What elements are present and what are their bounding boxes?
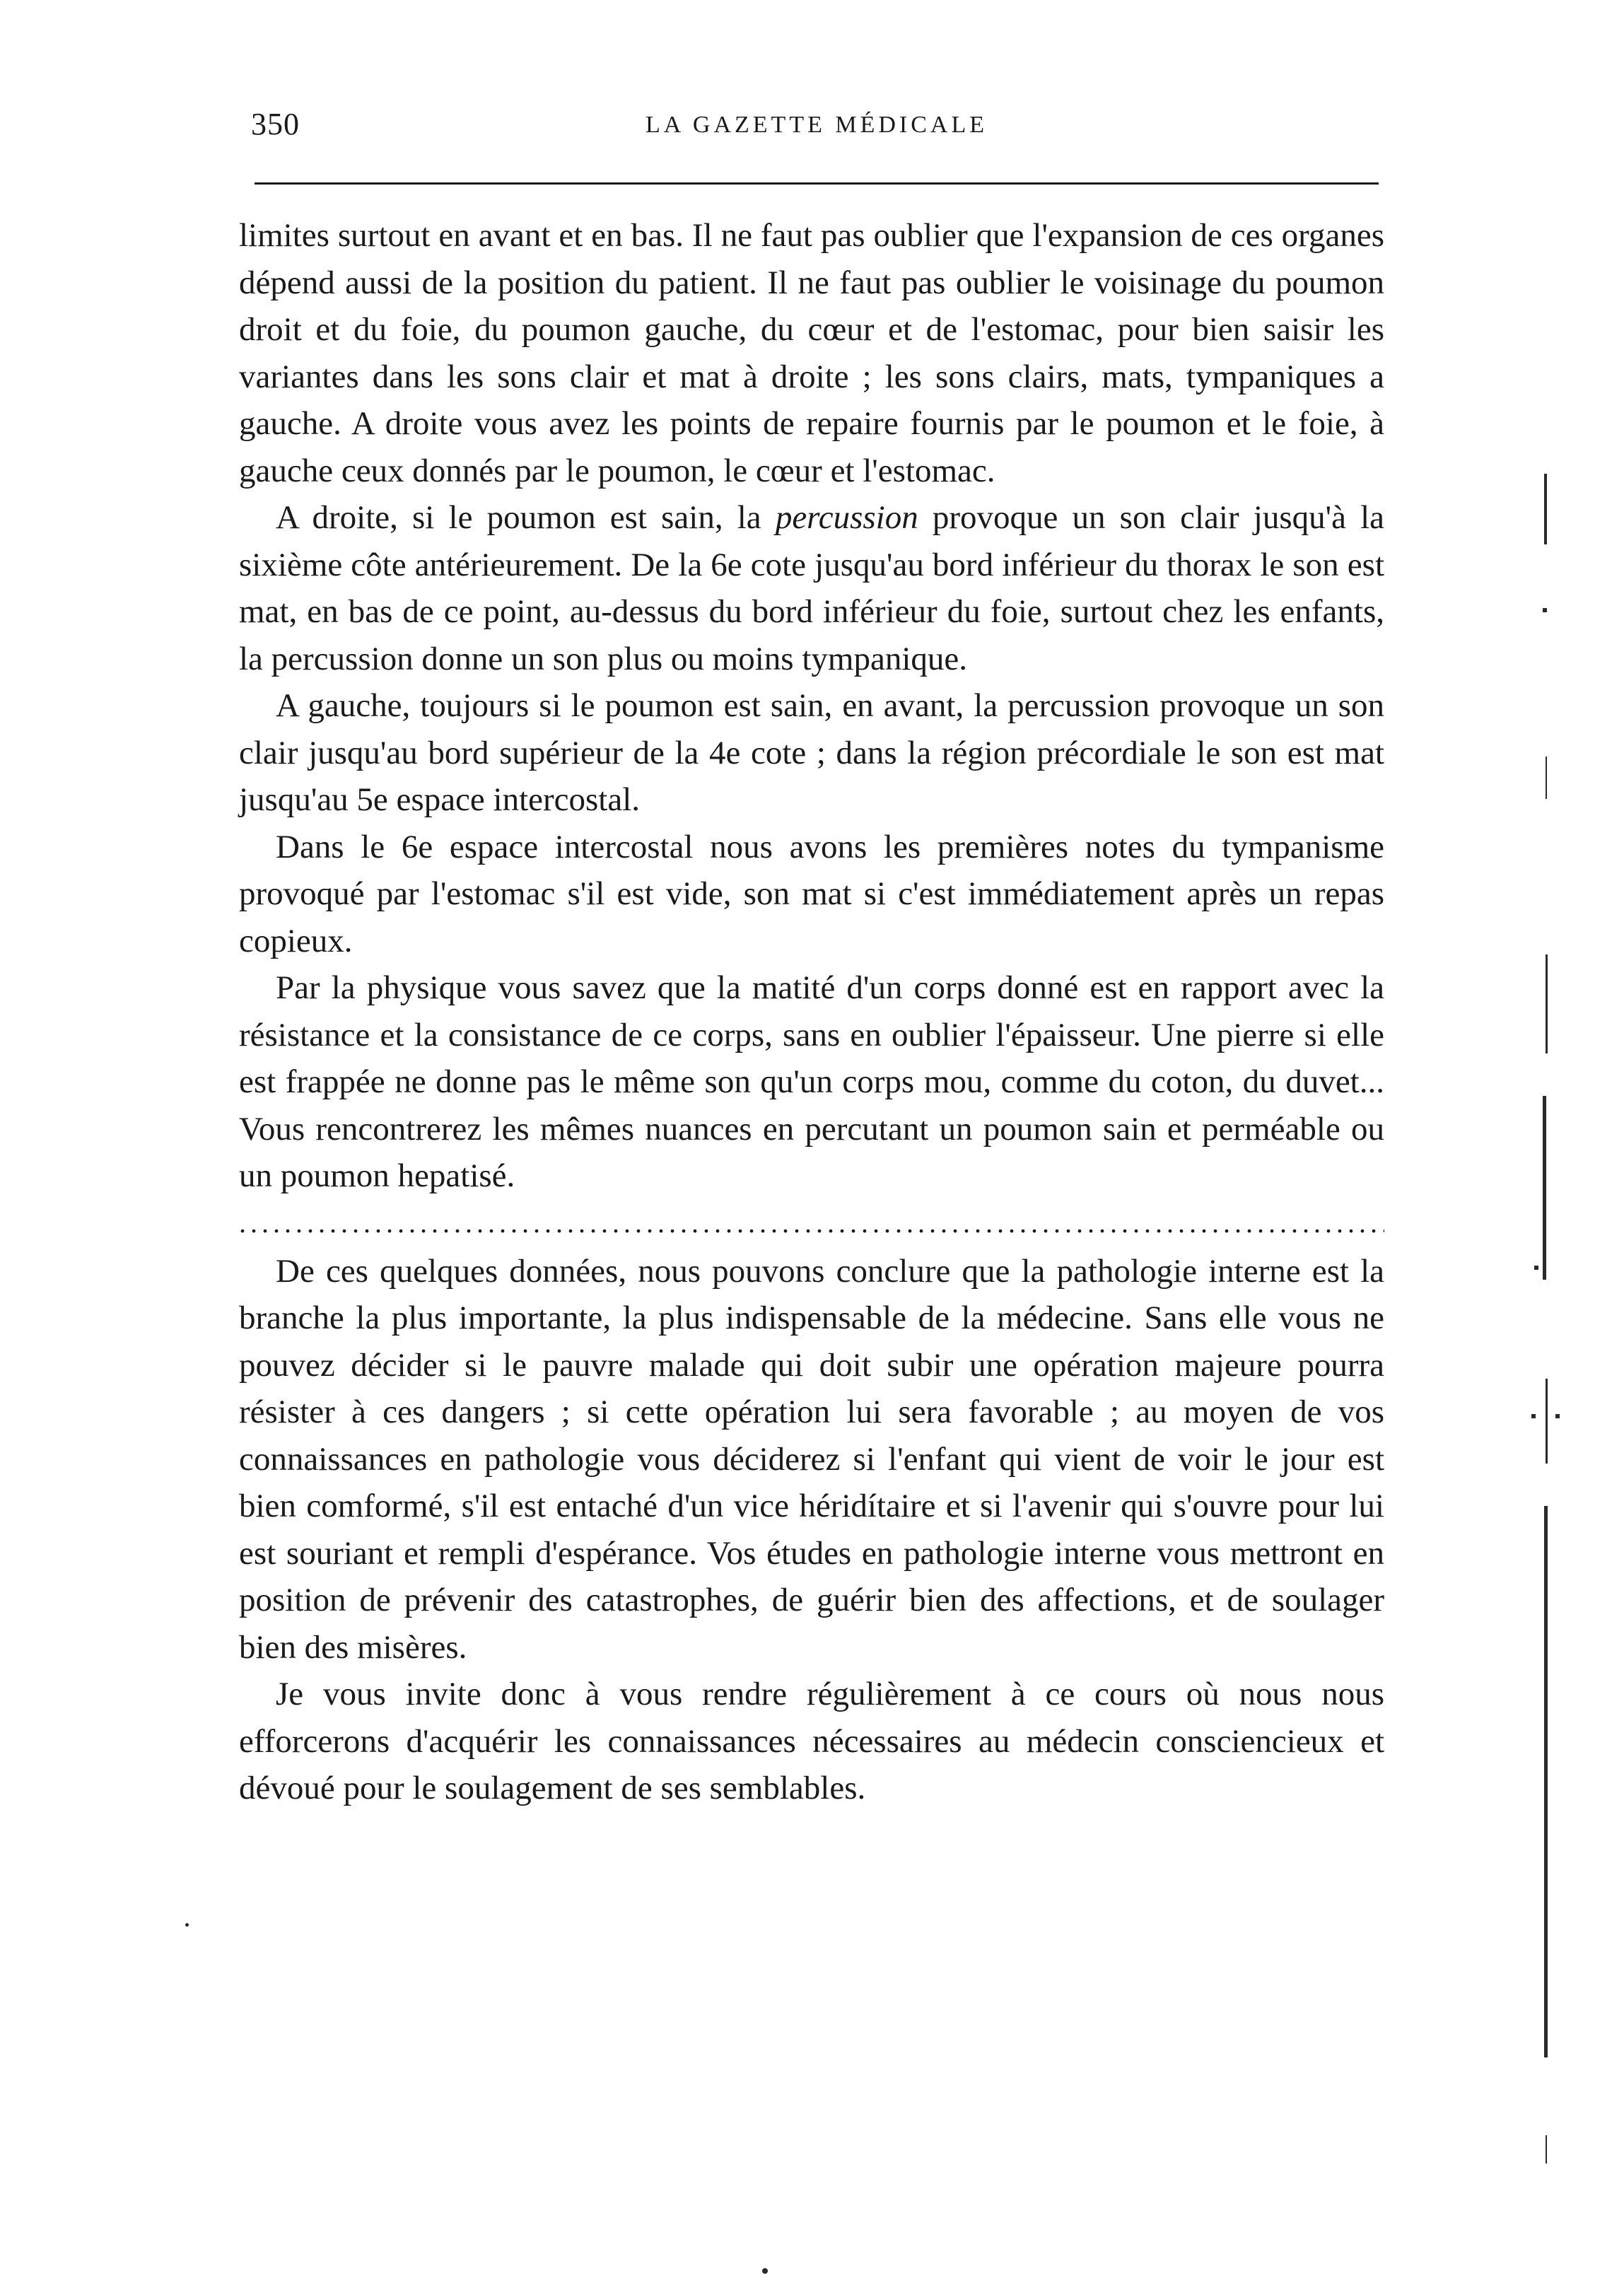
scan-margin-marks (1534, 460, 1562, 2192)
margin-mark (1543, 1096, 1546, 1280)
page-header (251, 106, 1382, 148)
scan-speck (762, 2268, 768, 2274)
paragraph-2-italic: percussion (775, 499, 918, 536)
header-rule (255, 182, 1379, 185)
paragraph-2-after: provoque un son clair jusqu'à la sixième côte antérieurement. De la 6e cote jusqu'au bord inférieur du thorax le son est mat, en bas de ce point, au-dessus du bord inférieur du foie, surtout chez les enfants, la percussion donne un son plus ou moins tympanique. (239, 499, 1385, 677)
paragraph-2-before: A droite, si le poumon est sain, la (276, 499, 776, 536)
margin-mark (1546, 757, 1547, 799)
margin-mark (1544, 474, 1547, 544)
scan-speck (185, 1923, 189, 1927)
paragraph-6: De ces quelques données, nous pouvons conclure que la pathologie interne est la branche la plus importante, la plus indispensable de la médecine. Sans elle vous ne pouvez décider si le pauvre malade qui doit subir une opération majeure pourra résister à ces dangers ; si cette opération lui sera favorable ; au moyen de vos connaissances en pathologie vous déciderez si l'enfant qui vient de voir le jour est bien comformé, s'il est entaché d'un vice héridítaire et si l'avenir qui s'ouvre pour lui est souriant et rempli d'espérance. Vos études en pathologie interne vous mettront en position de prévenir des catastrophes, de guérir bien des affections, et de soulager bien des misères. (239, 1252, 1384, 1666)
paragraph-1: limites surtout en avant et en bas. Il ne faut pas oublier que l'expansion de ces organes dépend aussi de la position du patient. Il ne faut pas oublier le voisinage du poumon droit et du foie, du poumon gauche, du cœur et de l'estomac, pour bien saisir les variantes dans les sons clair et mat à droite ; les sons clairs, mats, tympaniques a gauche. A droite vous avez les points de repaire fournis par le poumon et le foie, à gauche ceux donnés par le poumon, le cœur et l'estomac. (239, 217, 1384, 489)
margin-mark (1546, 2135, 1547, 2163)
margin-mark (1543, 608, 1547, 612)
running-title: LA GAZETTE MÉDICALE (645, 112, 988, 138)
body-text (239, 212, 1384, 1812)
paragraph-2 (239, 494, 1384, 682)
margin-mark (1546, 1379, 1548, 1464)
margin-mark (1534, 1266, 1538, 1270)
margin-mark (1555, 1414, 1560, 1418)
paragraph-4: Dans le 6e espace intercostal nous avons les premières notes du tympanisme provoqué par l'estomac s'il est vide, son mat si c'est immédiatement après un repas copieux. (239, 828, 1384, 959)
margin-mark (1531, 1414, 1536, 1418)
dotted-separator (239, 1200, 1384, 1246)
paragraph-3: A gauche, toujours si le poumon est sain, en avant, la percussion provoque un son clair jusqu'au bord supérieur de la 4e cote ; dans la région précordiale le son est mat jusqu'au 5e espace intercostal. (239, 687, 1384, 818)
page-number: 350 (251, 107, 300, 141)
margin-mark (1544, 1506, 1548, 2057)
paragraph-5: Par la physique vous savez que la matité d'un corps donné est en rapport avec la résistance et la consistance de ce corps, sans en oublier l'épaisseur. Une pierre si elle est frappée ne donne pas le même son qu'un corps mou, comme du coton, du duvet... Vous rencontrerez les mêmes nuances en percutant un poumon sain et perméable ou un poumon hepatisé. (239, 969, 1384, 1194)
paragraph-7: Je vous invite donc à vous rendre régulièrement à ce cours où nous nous efforcerons d'acquérir les connaissances nécessaires au médecin consciencieux et dévoué pour le soulagement de ses semblables. (239, 1676, 1384, 1806)
margin-mark (1546, 954, 1548, 1053)
